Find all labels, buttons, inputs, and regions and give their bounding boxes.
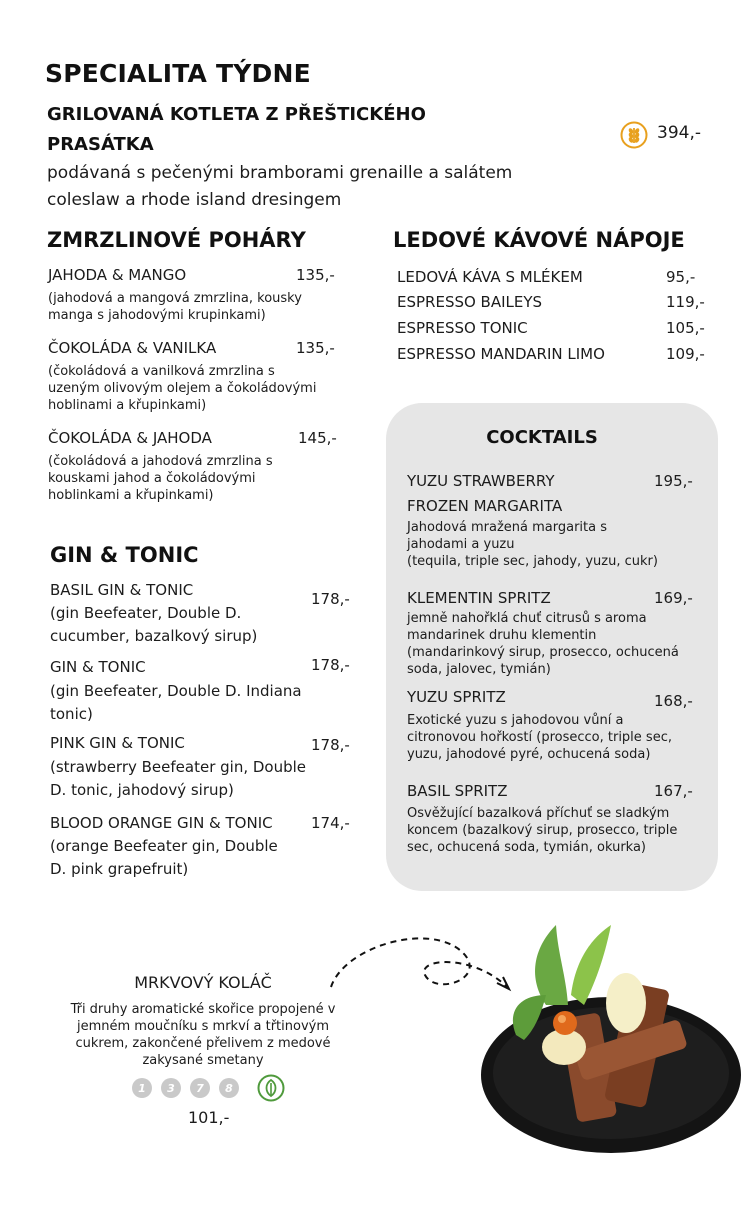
iced-coffee-item-name: ESPRESSO TONIC [397,319,528,337]
cocktail-item-desc: jemně nahořklá chuť citrusů s aroma mandarinek druhu klementin (mandarinkový sirup, prosecco, ochucená soda, jalovec, tymián) [407,611,679,677]
special-desc-line2: coleslaw a rhode island dresingem [47,190,342,210]
cocktail-item-name: YUZU SPRITZ [407,688,506,706]
cocktail-item-name-line2: FROZEN MARGARITA [407,497,563,515]
iced-coffee-item-price: 105,- [666,319,705,337]
cocktail-item-name: BASIL SPRITZ [407,782,508,800]
iced-coffee-item-name: ESPRESSO MANDARIN LIMO [397,345,605,363]
gin-item-desc: (gin Beefeater, Double D. cucumber, bazalkový sirup) [50,604,258,645]
gin-item-desc: (orange Beefeater gin, Double D. pink grapefruit) [50,837,278,878]
cocktail-item-desc: Osvěžující bazalková příchuť se sladkým koncem (bazalkový sirup, prosecco, triple sec, ochucená soda, tymián, okurka) [407,806,678,855]
allergen-badge: 7 [190,1078,210,1098]
cocktail-item-name: YUZU STRAWBERRY [407,472,555,490]
special-name-line2: PRASÁTKA [47,134,154,155]
allergen-badge: 8 [219,1078,239,1098]
cake-name: MRKVOVÝ KOLÁČ [134,973,272,992]
iced-coffee-item-name: ESPRESSO BAILEYS [397,293,543,311]
special-heading: SPECIALITA TÝDNE [45,59,311,88]
leaf-icon [257,1074,285,1102]
iced-coffee-heading: LEDOVÉ KÁVOVÉ NÁPOJE [393,228,685,252]
iced-coffee-item-price: 119,- [666,293,705,311]
gin-item-price: 178,- [311,590,350,608]
gin-item-desc: (strawberry Beefeater gin, Double D. tonic, jahodový sirup) [50,758,307,799]
gin-item-desc: (gin Beefeater, Double D. Indiana tonic) [50,682,302,723]
iced-coffee-item-name: LEDOVÁ KÁVA S MLÉKEM [397,268,583,286]
cocktail-item-name: KLEMENTIN SPRITZ [407,589,551,607]
sundae-item-price: 135,- [296,266,335,284]
gin-item-name: BLOOD ORANGE GIN & TONIC [50,814,273,832]
gin-item-name: BASIL GIN & TONIC [50,581,194,599]
gin-item-name: PINK GIN & TONIC [50,734,185,752]
wheat-icon [620,121,648,149]
sundae-item-price: 135,- [296,339,335,357]
gin-item-price: 178,- [311,736,350,754]
cocktail-item-price: 169,- [654,589,693,607]
iced-coffee-item-price: 109,- [666,345,705,363]
sundae-item-price: 145,- [298,429,337,447]
sundae-item-name: JAHODA & MANGO [48,266,187,284]
sundae-item-desc: (čokoládová a vanilková zmrzlina s uzeným olivovým olejem a čokoládovými hoblinami a křupinkami) [48,364,317,413]
cocktail-item-price: 168,- [654,692,693,710]
allergen-badge: 1 [132,1078,152,1098]
special-price: 394,- [657,123,701,143]
cocktails-heading: COCKTAILS [486,427,598,448]
sundae-item-name: ČOKOLÁDA & VANILKA [48,339,217,357]
gin-heading: GIN & TONIC [50,543,199,567]
sundae-item-desc: (čokoládová a jahodová zmrzlina s kouskami jahod a čokoládovými hoblinkami a křupinkami) [48,454,273,503]
gin-item-price: 178,- [311,656,350,674]
special-desc-line1: podávaná s pečenými bramborami grenaille a salátem [47,163,513,183]
sundaes-heading: ZMRZLINOVÉ POHÁRY [47,228,306,252]
gin-item-price: 174,- [311,814,350,832]
sundae-item-desc: (jahodová a mangová zmrzlina, kousky manga s jahodovými krupinkami) [48,291,302,323]
special-name-line1: GRILOVANÁ KOTLETA Z PŘEŠTICKÉHO [47,104,426,125]
cake-illustration [476,915,746,1160]
iced-coffee-item-price: 95,- [666,268,696,286]
cocktail-item-desc: Exotické yuzu s jahodovou vůní a citronovou hořkostí (prosecco, triple sec, yuzu, jahodové pyré, ochucená soda) [407,713,672,762]
cocktail-item-desc: Jahodová mražená margarita s jahodami a yuzu (tequila, triple sec, jahody, yuzu, cukr) [407,520,658,569]
cocktail-item-price: 195,- [654,472,693,490]
sundae-item-name: ČOKOLÁDA & JAHODA [48,429,212,447]
allergen-badge: 3 [161,1078,181,1098]
gin-item-name: GIN & TONIC [50,658,146,676]
cocktail-item-price: 167,- [654,782,693,800]
cake-desc: Tři druhy aromatické skořice propojené v jemném moučníku s mrkví a třtinovým cukrem, zakončené přelivem z medové zakysané smetany [70,1002,336,1068]
cake-price: 101,- [188,1108,230,1127]
